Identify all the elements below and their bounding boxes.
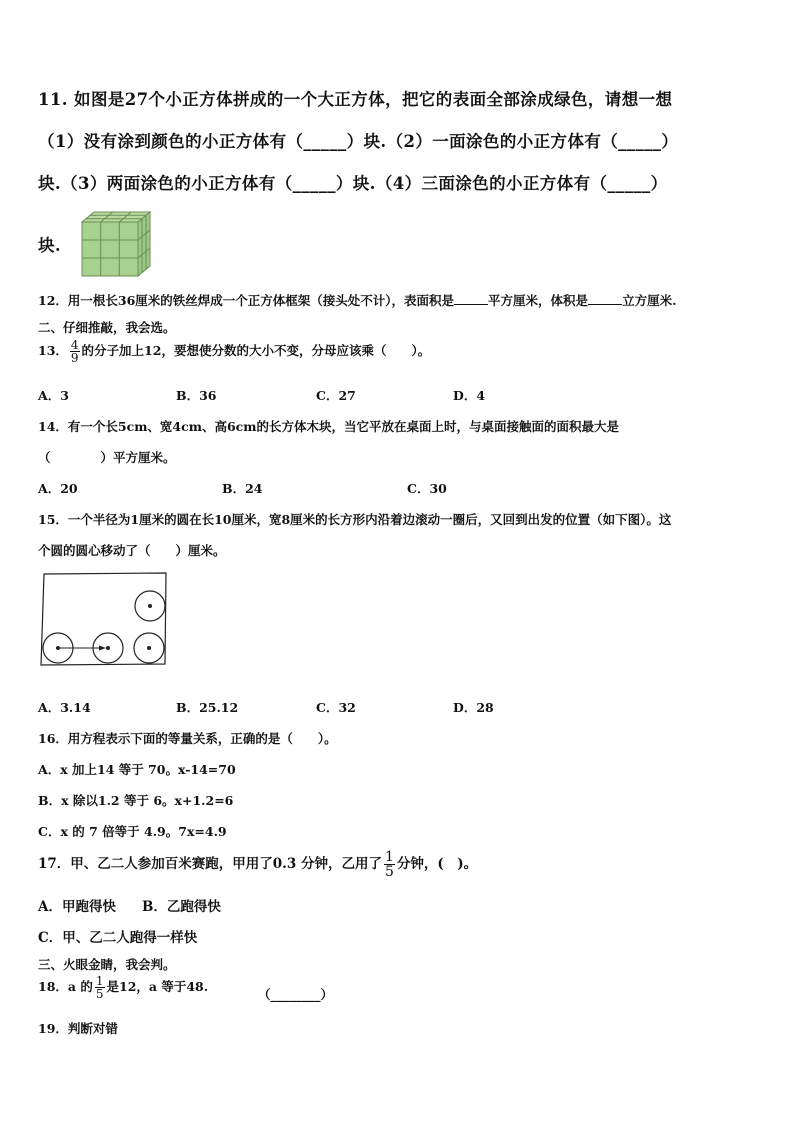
- q14-option-c: C．30: [407, 481, 447, 496]
- q16-stem: 16．用方程表示下面的等量关系，正确的是（ ）。: [38, 731, 337, 746]
- q13-fraction: $\frac{4}{9}$: [70, 338, 79, 365]
- q15-option-c: C．32: [316, 700, 356, 715]
- q15-option-b: B．25.12: [176, 700, 239, 715]
- q15-line2: 个圆的圆心移动了（ ）厘米。: [38, 543, 226, 558]
- q17-fraction: $\frac{1}{5}$: [384, 849, 394, 880]
- q15-option-d: D．28: [453, 700, 494, 715]
- q14-option-b: B．24: [222, 481, 263, 496]
- q14-line2: （ ）平方厘米。: [38, 450, 176, 465]
- q13-option-a: A．3: [38, 388, 69, 403]
- q17-stem: 17．甲、乙二人参加百米赛跑，甲用了0.3 分钟，乙用了 $\frac{1}{5}$ 分钟，( )。: [38, 849, 478, 880]
- q17-option-c: C．甲、乙二人跑得一样快: [38, 930, 198, 946]
- q17-option-b: B．乙跑得快: [142, 899, 221, 915]
- q15-line1: 15．一个半径为1厘米的圆在长10厘米，宽8厘米的长方形内沿着边滚动一圈后，又回到出发的位置（如下图）。这: [38, 512, 672, 527]
- q13-stem: 13． $\frac{4}{9}$ 的分子加上12，要想使分数的大小不变，分母应该乘（ ）。: [38, 338, 431, 365]
- rolling-circle-figure: [38, 570, 170, 668]
- q11-line1: 11. 如图是27个小正方体拼成的一个大正方体，把它的表面全部涂成绿色，请想一想: [38, 90, 673, 109]
- q12-text: 12．用一根长36厘米的铁丝焊成一个正方体框架（接头处不计），表面积是 平方厘米，体积是 立方厘米.: [38, 293, 677, 308]
- q18-fraction: $\frac{1}{5}$: [95, 974, 104, 1001]
- q16-option-c: C．x 的 7 倍等于 4.9。7x=4.9: [38, 824, 227, 839]
- q18-answer-blank: （________）: [258, 987, 334, 1002]
- q13-option-d: D．4: [453, 388, 486, 403]
- q13-option-c: C．27: [316, 388, 356, 403]
- q16-option-a: A．x 加上14 等于 70。x-14=70: [38, 762, 236, 777]
- q11-line2: （1）没有涂到颜色的小正方体有（_____）块.（2）一面涂色的小正方体有（_____）: [38, 132, 679, 151]
- q18-stem: 18．a 的 $\frac{1}{5}$ 是12，a 等于48.: [38, 974, 209, 1001]
- q15-option-a: A．3.14: [38, 700, 91, 715]
- q16-option-b: B．x 除以1.2 等于 6。x+1.2=6: [38, 793, 234, 808]
- q14-option-a: A．20: [38, 481, 78, 496]
- section-3-heading: 三、火眼金睛，我会判。: [38, 957, 176, 972]
- section-2-heading: 二、仔细推敲，我会选。: [38, 320, 176, 335]
- q13-option-b: B．36: [176, 388, 217, 403]
- q17-option-a: A．甲跑得快: [38, 899, 116, 915]
- q11-line3: 块.（3）两面涂色的小正方体有（_____）块.（4）三面涂色的小正方体有（_____）: [38, 174, 668, 193]
- cube-figure: [78, 208, 158, 280]
- q11-line4: 块.: [38, 236, 62, 255]
- q19-stem: 19．判断对错: [38, 1021, 118, 1036]
- q14-line1: 14．有一个长5cm、宽4cm、高6cm的长方体木块，当它平放在桌面上时，与桌面接触面的面积最大是: [38, 419, 620, 434]
